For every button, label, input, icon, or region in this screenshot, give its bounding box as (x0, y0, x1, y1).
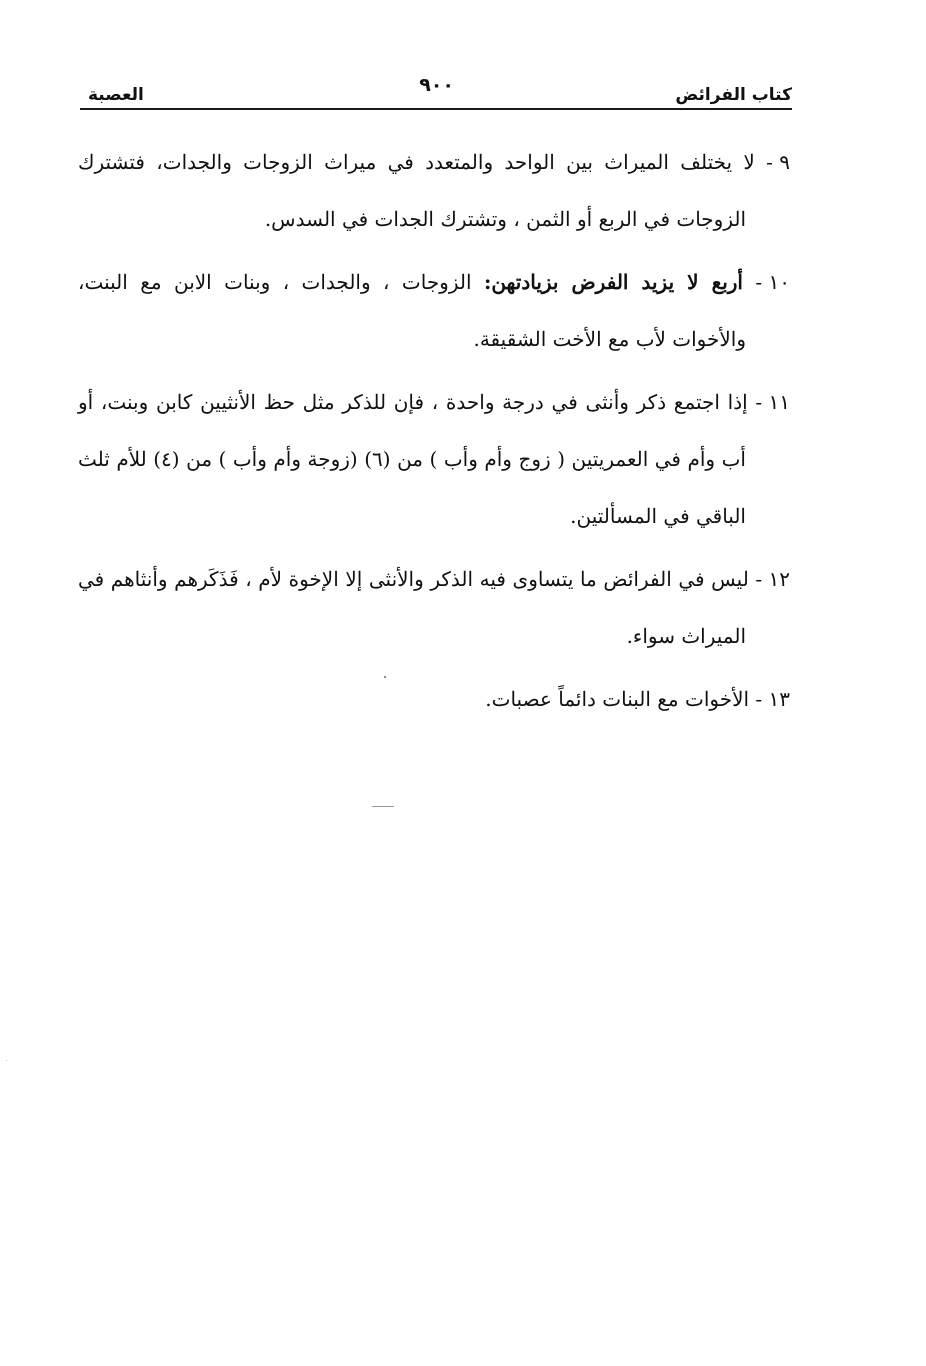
header-divider (80, 108, 792, 110)
scan-speck (384, 676, 386, 678)
scan-speck (6, 1060, 7, 1061)
page-number: ٩٠٠ (419, 74, 454, 96)
list-item (78, 374, 790, 545)
item-text: إذا اجتمع ذكر وأنثى في درجة واحدة ، فإن للذكر مثل حظ الأنثيين كابن وبنت، أو أب وأم في العمريتين ( زوج وأم وأب ) من (٦) (زوجة وأم وأب ) من (٤) للأم ثلث الباقي في المسألتين. (78, 390, 748, 528)
item-text: الأخوات مع البنات دائماً عصبات. (485, 687, 750, 711)
page-header (80, 72, 792, 112)
item-number: ١٣ - (755, 687, 790, 711)
list-item (78, 671, 790, 728)
item-bold-text: أربع لا يزيد الفرض بزيادتهن: (483, 270, 743, 294)
item-text: الزوجات ، والجدات ، وبنات الابن مع البنت، والأخوات لأب مع الأخت الشقيقة. (78, 270, 746, 351)
item-number: ١٢ - (755, 567, 790, 591)
item-number: ٩ - (766, 150, 791, 174)
item-text: لا يختلف الميراث بين الواحد والمتعدد في ميراث الزوجات والجدات، فتشترك الزوجات في الربع أو الثمن ، وتشترك الجدات في السدس. (78, 150, 755, 231)
list-item (78, 134, 790, 248)
list-item (78, 551, 790, 665)
page-body (78, 134, 790, 734)
list-item (78, 254, 790, 368)
book-title: كتاب الفرائض (675, 85, 792, 105)
item-number: ١١ - (755, 390, 790, 414)
scan-speck (372, 806, 394, 807)
section-title: العصبة (88, 85, 144, 105)
item-number: ١٠ - (755, 270, 791, 294)
item-text: ليس في الفرائض ما يتساوى فيه الذكر والأنثى إلا الإخوة لأم ، فَذَكَرهم وأنثاهم في الميراث سواء. (78, 567, 749, 648)
